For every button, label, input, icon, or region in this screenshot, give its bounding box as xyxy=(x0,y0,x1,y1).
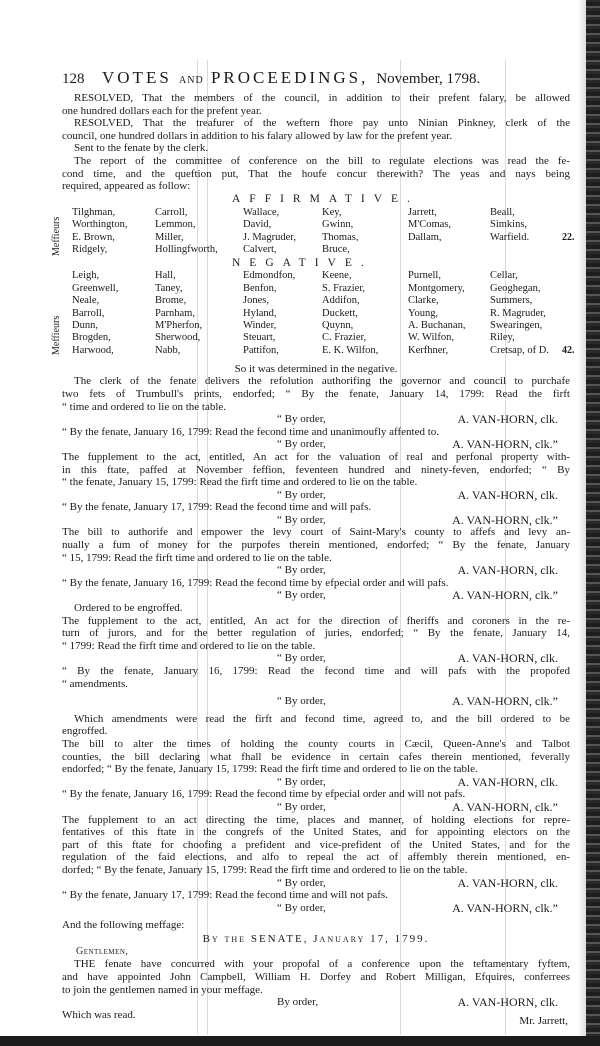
voter-name: J. Magruder, xyxy=(243,231,296,243)
paragraph xyxy=(62,738,570,776)
affirmative-count: 22. xyxy=(562,231,575,243)
voter-name: Nabb, xyxy=(155,344,181,356)
scan-bottom-border xyxy=(0,1036,600,1046)
page-number: 128 xyxy=(62,71,85,87)
paragraph xyxy=(62,117,570,142)
signature-line xyxy=(62,695,570,708)
voter-name: Summers, xyxy=(490,295,533,307)
clerk-signature: A. VAN-HORN, clk. xyxy=(457,774,558,789)
clerk-signature: A. VAN-HORN, clk. xyxy=(457,487,558,502)
text-line: “ amendments. xyxy=(62,677,128,690)
by-order-text: “ By order, xyxy=(277,652,326,665)
voter-name: Key, xyxy=(322,206,342,218)
paragraph xyxy=(62,958,570,996)
text-line: Sent to the fenate by the clerk. xyxy=(74,142,209,155)
signature-line xyxy=(62,801,570,814)
voter-name: Dunn, xyxy=(72,319,98,331)
text-line: The fupplement to the act, entitled, An act for the direction of fheriffs and coroners in the re- xyxy=(62,614,570,627)
voter-name: Young, xyxy=(408,307,439,319)
signature-line xyxy=(62,413,570,426)
voter-name: Benfon, xyxy=(243,282,277,294)
text-line: to join the gentlemen named in your meffage. xyxy=(62,983,263,996)
text-line: required, appeared as follow: xyxy=(62,180,191,193)
text-line: “ By the fenate, January 16, 1799: Read the fecond time by efpecial order and will pafs. xyxy=(62,576,449,589)
voter-name: Beall, xyxy=(490,206,515,218)
negative-heading: NEGATIVE. xyxy=(232,257,373,270)
text-line: “ By the fenate, January 16, 1799: Read the fecond time and unanimoufly affented to. xyxy=(62,425,440,438)
voter-name: Warfield. xyxy=(490,231,530,243)
text-line: in this ftate, paffed at November feffion, feventeen hundred and ninety-feven, endorfed; “ By xyxy=(62,463,570,476)
messieurs-label: Meffieurs xyxy=(51,315,62,355)
signature-line xyxy=(62,438,570,451)
voter-name: Carroll, xyxy=(155,206,188,218)
text-line: Ordered to be engroffed. xyxy=(74,602,183,615)
by-order-text: By order, xyxy=(277,996,319,1009)
document-page xyxy=(51,68,575,1027)
voter-name: E. Brown, xyxy=(72,231,115,243)
paragraph xyxy=(62,713,570,738)
text-line: The clerk of the fenate delivers the refolution authorifing the governor and council to purchafe xyxy=(74,375,570,388)
text-line: “ By the fenate, January 17, 1799: Read the fecond time and will pafs. xyxy=(62,501,372,514)
negative-count: 42. xyxy=(562,344,575,356)
by-order-text: “ By order, xyxy=(277,564,326,577)
paragraph xyxy=(62,665,570,690)
text-line: one hundred dollars each for the prefent year. xyxy=(62,104,262,117)
title-part: VOTES xyxy=(102,68,172,87)
signature-line xyxy=(62,902,570,915)
header-date: November, 1798. xyxy=(376,71,481,87)
voter-name: Neale, xyxy=(72,295,100,307)
text-line: THE fenate have concurred with your propofal of a conference upon the teftamentary fyftem, xyxy=(74,958,570,971)
paragraph xyxy=(62,92,570,117)
text-line: engroffed. xyxy=(62,725,108,738)
voter-name: Hall, xyxy=(155,270,176,282)
voter-name: Lemmon, xyxy=(155,219,196,231)
clerk-signature: A. VAN-HORN, clk.” xyxy=(452,799,558,814)
clerk-signature: A. VAN-HORN, clk. xyxy=(457,875,558,890)
by-order-text: “ By order, xyxy=(277,589,326,602)
title-part: AND xyxy=(179,75,204,86)
voter-name: Barroll, xyxy=(72,307,105,319)
text-line: council, one hundred dollars in addition to his falary allowed by law for the prefent year. xyxy=(62,129,453,142)
messieurs-label: Meffieurs xyxy=(51,217,62,257)
by-order-text: “ By order, xyxy=(277,800,326,813)
voter-name: Pattifon, xyxy=(243,344,279,356)
scan-right-border xyxy=(586,0,600,1046)
voter-name: Edmondfon, xyxy=(243,270,296,282)
voter-name: Greenwell, xyxy=(72,282,119,294)
text-line: Which amendments were read the firft and fecond time, agreed to, and the bill ordered to be xyxy=(74,712,570,725)
signature-line xyxy=(62,514,570,527)
text-line: And the following meffage: xyxy=(62,919,185,932)
closing-line xyxy=(62,1008,570,1027)
journal-title xyxy=(102,68,368,88)
voter-name: Harwood, xyxy=(72,344,114,356)
voter-name: Swearingen, xyxy=(490,319,543,331)
voter-name: Quynn, xyxy=(322,319,354,331)
text-line: part of this ftate for choofing a prefident and vice-prefident of the United States, and for the xyxy=(62,838,570,851)
voter-name: Addifon, xyxy=(322,295,360,307)
voter-name: Hollingfworth, xyxy=(155,243,218,255)
voter-name: Thomas, xyxy=(322,231,359,243)
by-order-text: “ By order, xyxy=(277,695,326,708)
signature-line xyxy=(62,652,570,665)
voter-name: Keene, xyxy=(322,270,352,282)
voter-name: Tilghman, xyxy=(72,206,116,218)
voter-name: Dallam, xyxy=(408,231,442,243)
signature-line xyxy=(62,589,570,602)
clerk-signature: A. VAN-HORN, clk. xyxy=(457,651,558,666)
signature-line xyxy=(62,564,570,577)
text-line: endorfed; “ By the fenate, January 15, 1799: Read the firft time and ordered to lie on the table. xyxy=(62,763,478,776)
text-line: RESOLVED, That the treafurer of the weftern fhore pay unto Ninian Pinkney, clerk of the xyxy=(74,117,570,130)
voter-name: Cretsap, of D. xyxy=(490,344,549,356)
paragraph xyxy=(62,501,570,514)
voter-name: Hyland, xyxy=(243,307,277,319)
voter-name: M'Comas, xyxy=(408,219,452,231)
text-line: nually a fum of money for the purpofes therein mentioned, endorfed; “ By the fenate, January xyxy=(62,539,570,552)
text-line: and have appointed John Campbell, William H. Dorfey and Robert Milligan, Efquires, conferrees xyxy=(62,971,570,984)
paragraph xyxy=(62,375,570,413)
voter-name: Wallace, xyxy=(243,206,280,218)
voter-name: Ridgely, xyxy=(72,243,108,255)
by-order-text: “ By order, xyxy=(277,901,326,914)
voter-name: A. Buchanan, xyxy=(408,319,466,331)
voter-name: Jarrett, xyxy=(408,206,437,218)
voter-name: Bruce, xyxy=(322,243,350,255)
voter-name: Sherwood, xyxy=(155,332,201,344)
signature-line xyxy=(62,489,570,502)
voter-name: Winder, xyxy=(243,319,277,331)
catchword: Mr. Jarrett, xyxy=(519,1014,568,1027)
clerk-signature: A. VAN-HORN, clk.” xyxy=(452,437,558,452)
text-line: The bill to authorife and empower the levy court of Saint-Mary's county to affefs and levy an- xyxy=(62,526,570,539)
text-line: “ the fenate, January 15, 1799: Read the firft time and ordered to lie on the table. xyxy=(62,476,418,489)
text-line: “ time and ordered to lie on the table. xyxy=(62,400,227,413)
paragraph xyxy=(62,526,570,564)
text-line: “ 15, 1799: Read the firft time and ordered to lie on the table. xyxy=(62,551,332,564)
text-line: turn of jurors, and for the better regulation of juries, endorfed; “ By the fenate, January 14, xyxy=(62,627,570,640)
signature-line xyxy=(62,996,570,1009)
text-line: The bill to alter the times of holding the county courts in Cæcil, Queen-Anne's and Talbot xyxy=(62,737,570,750)
clerk-signature: A. VAN-HORN, clk.” xyxy=(452,588,558,603)
proceedings-body xyxy=(62,362,570,1027)
by-order-text: “ By order, xyxy=(277,876,326,889)
voter-name: Duckett, xyxy=(322,307,358,319)
salutation: Gentlemen, xyxy=(76,945,129,957)
text-line: “ 1799: Read the firft time and ordered to lie on the table. xyxy=(62,639,316,652)
voter-name: Clarke, xyxy=(408,295,439,307)
paragraph xyxy=(62,919,570,932)
voter-name: Montgomery, xyxy=(408,282,465,294)
text-line: fentatives of this ftate in the congrefs of the United States, and for appointing electors on the xyxy=(62,826,570,839)
voter-name: David, xyxy=(243,219,272,231)
by-order-text: “ By order, xyxy=(277,775,326,788)
paragraph xyxy=(62,602,570,615)
text-line: “ By the fenate, January 16, 1799: Read the fecond time by efpecial order and will not pafs. xyxy=(62,788,466,801)
text-line: two fets of Trumbull's prints, endorfed; “ By the fenate, January 14, 1799: Read the firft xyxy=(62,387,570,400)
voter-name: E. K. Wilfon, xyxy=(322,344,379,356)
opening-resolutions xyxy=(62,92,570,193)
voter-name: W. Wilfon, xyxy=(408,332,454,344)
voter-name: M'Pherfon, xyxy=(155,319,203,331)
running-header xyxy=(62,68,570,92)
paragraph xyxy=(62,451,570,489)
voter-name: Brogden, xyxy=(72,332,111,344)
voter-name: Worthington, xyxy=(72,219,128,231)
clerk-signature: A. VAN-HORN, clk. xyxy=(457,412,558,427)
page-edge-shadow xyxy=(578,0,586,1046)
text-line: The fupplement to the act, entitled, An act for the valuation of real and perfonal property with- xyxy=(62,450,570,463)
vote-result: So it was determined in the negative. xyxy=(234,362,398,375)
voter-name: Geoghegan, xyxy=(490,282,541,294)
voter-name: Gwinn, xyxy=(322,219,354,231)
voter-name: Brome, xyxy=(155,295,187,307)
voter-name: Steuart, xyxy=(243,332,276,344)
closing-text: Which was read. xyxy=(62,1008,136,1021)
text-line: RESOLVED, That the members of the council, in addition to their prefent falary, be allowed xyxy=(74,92,570,104)
text-line: counties, the bill declaring what fhall be evidence in certain cafes therein mentioned, feverally xyxy=(62,750,570,763)
paragraph xyxy=(62,155,570,193)
voter-name: C. Frazier, xyxy=(322,332,367,344)
voter-name: Calvert, xyxy=(243,243,277,255)
paragraph xyxy=(62,889,570,902)
title-part: PROCEEDINGS, xyxy=(210,68,369,87)
by-order-text: “ By order, xyxy=(277,413,326,426)
text-line: dorfed; “ By the fenate, January 15, 1799: Read the firft time and ordered to lie on the table. xyxy=(62,863,468,876)
voter-name: Parnham, xyxy=(155,307,195,319)
by-order-text: “ By order, xyxy=(277,438,326,451)
voter-name: Jones, xyxy=(243,295,269,307)
text-line: regulation of the faid elections, and alfo to repeal the act of affembly therein mentioned, en- xyxy=(62,851,570,864)
clerk-signature: A. VAN-HORN, clk.” xyxy=(452,900,558,915)
text-line: The fupplement to an act directing the time, places and manner, of holding elections for repre- xyxy=(62,813,570,826)
voter-name: Taney, xyxy=(155,282,183,294)
by-order-text: “ By order, xyxy=(277,513,326,526)
by-order-text: “ By order, xyxy=(277,488,326,501)
voter-name: Purnell, xyxy=(408,270,441,282)
signature-line xyxy=(62,776,570,789)
text-line: cond time, and the queftion put, That the houfe concur therewith? The yeas and nays being xyxy=(62,167,570,180)
message-heading: By the SENATE, January 17, 1799. xyxy=(202,932,430,945)
paragraph xyxy=(62,142,570,155)
voter-name: R. Magruder, xyxy=(490,307,546,319)
clerk-signature: A. VAN-HORN, clk. xyxy=(457,563,558,578)
paragraph xyxy=(62,615,570,653)
voter-name: Cellar, xyxy=(490,270,518,282)
signature-line xyxy=(62,877,570,890)
voter-name: Simkins, xyxy=(490,219,528,231)
voter-name: Riley, xyxy=(490,332,515,344)
paragraph xyxy=(62,814,570,877)
yeas-nays-table xyxy=(51,192,575,363)
clerk-signature: A. VAN-HORN, clk.” xyxy=(452,512,558,527)
voter-name: Leigh, xyxy=(72,270,100,282)
affirmative-heading: AFFIRMATIVE. xyxy=(232,192,419,205)
text-line: “ By the fenate, January 16, 1799: Read the fecond time and will pafs with the propofed xyxy=(62,665,570,677)
voter-name: Miller, xyxy=(155,231,184,243)
clerk-signature: A. VAN-HORN, clk.” xyxy=(452,694,558,709)
voter-name: Kerfhner, xyxy=(408,344,449,356)
clerk-signature: A. VAN-HORN, clk. xyxy=(457,995,558,1010)
voter-name: S. Frazier, xyxy=(322,282,366,294)
text-line: The report of the committee of conference on the bill to regulate elections was read the fe- xyxy=(74,154,570,167)
text-line: “ By the fenate, January 17, 1799: Read the fecond time and will not pafs. xyxy=(62,889,388,902)
